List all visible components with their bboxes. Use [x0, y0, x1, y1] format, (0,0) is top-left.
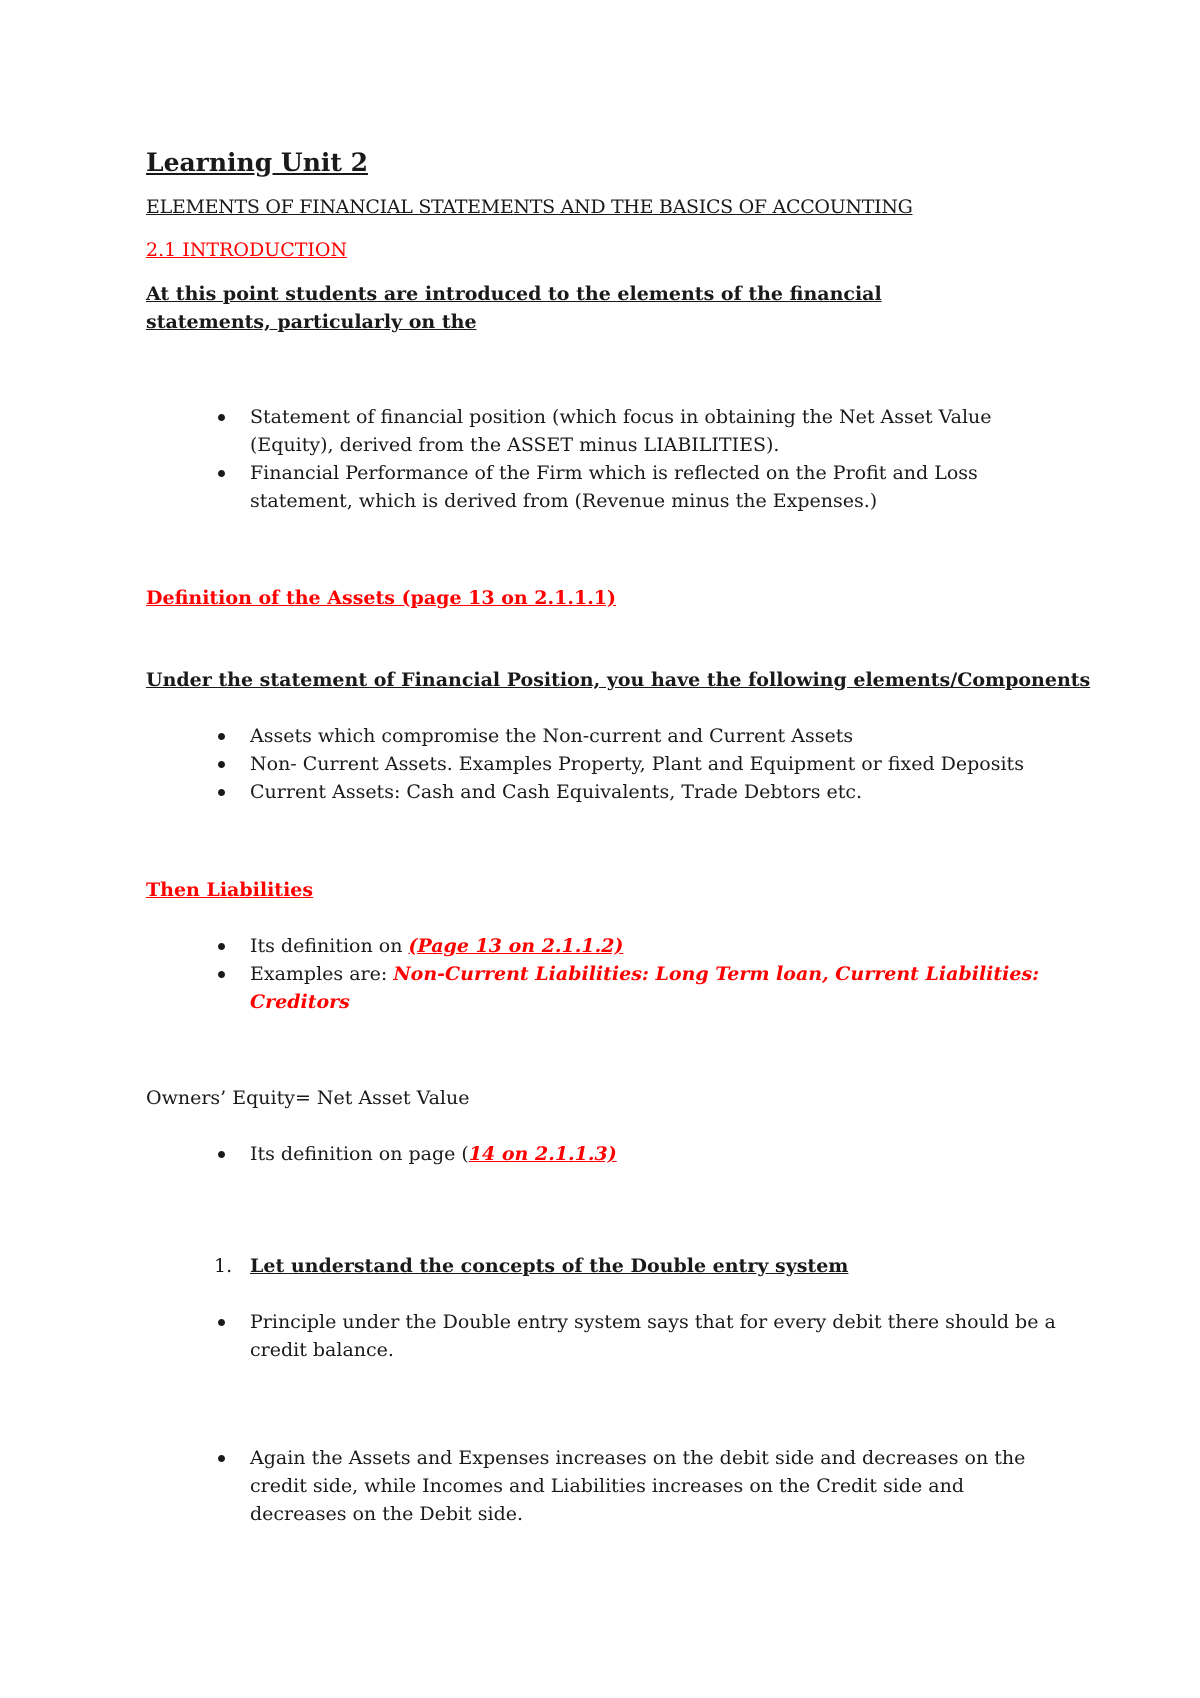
liabilities-heading: Then Liabilities — [146, 879, 314, 901]
liabilities-page-reference: (Page 13 on 2.1.1.2) — [408, 935, 624, 957]
list-item: Current Assets: Cash and Cash Equivalents, Trade Debtors etc. — [146, 778, 1066, 806]
doc-title: Learning Unit 2 — [146, 148, 369, 177]
liabilities-bullet-list — [146, 932, 1066, 1016]
financial-position-heading: Under the statement of Financial Position, you have the following elements/Components — [146, 669, 1091, 691]
liabilities-definition-prefix: Its definition on — [250, 935, 409, 957]
owners-equity-line: Owners’ Equity= Net Asset Value — [146, 1087, 470, 1109]
numbered-item-text: Let understand the concepts of the Double entry system — [250, 1255, 849, 1277]
list-item — [146, 932, 1066, 960]
numbered-item — [146, 1252, 1066, 1280]
liabilities-examples-prefix: Examples are: — [250, 963, 394, 985]
list-item: Financial Performance of the Firm which is reflected on the Profit and Loss statement, which is derived from (Revenue minus the Expenses.) — [146, 459, 1066, 515]
list-item: Non- Current Assets. Examples Property, Plant and Equipment or fixed Deposits — [146, 750, 1066, 778]
double-entry-bullet-list — [146, 1308, 1066, 1364]
list-item — [146, 1140, 1066, 1168]
assets-definition-heading: Definition of the Assets (page 13 on 2.1.1.1) — [146, 587, 617, 609]
list-item: Assets which compromise the Non-current and Current Assets — [146, 722, 1066, 750]
intro-bullet-list — [146, 403, 1066, 515]
equity-definition-prefix: Its definition on page ( — [250, 1143, 469, 1165]
list-number: 1. — [214, 1255, 233, 1277]
liabilities-examples-text: Non-Current Liabilities: Long Term loan, Current Liabilities: Creditors — [250, 963, 1040, 1013]
list-item — [146, 960, 1066, 1016]
doc-subtitle: ELEMENTS OF FINANCIAL STATEMENTS AND THE BASICS OF ACCOUNTING — [146, 196, 913, 218]
intro-paragraph: At this point students are introduced to the elements of the financial statements, particularly on the — [146, 283, 882, 333]
financial-position-bullet-list — [146, 722, 1066, 806]
double-entry-bullet-list-2 — [146, 1444, 1066, 1528]
section-heading: 2.1 INTRODUCTION — [146, 239, 348, 261]
equity-page-reference: 14 on 2.1.1.3) — [468, 1143, 617, 1165]
list-item: Again the Assets and Expenses increases on the debit side and decreases on the credit side, while Incomes and Liabilities increases on the Credit side and decreases on the Debit side. — [146, 1444, 1066, 1528]
list-item: Statement of financial position (which focus in obtaining the Net Asset Value (Equity), derived from the ASSET minus LIABILITIES). — [146, 403, 1066, 459]
equity-bullet-list — [146, 1140, 1066, 1168]
list-item: Principle under the Double entry system says that for every debit there should be a credit balance. — [146, 1308, 1066, 1364]
